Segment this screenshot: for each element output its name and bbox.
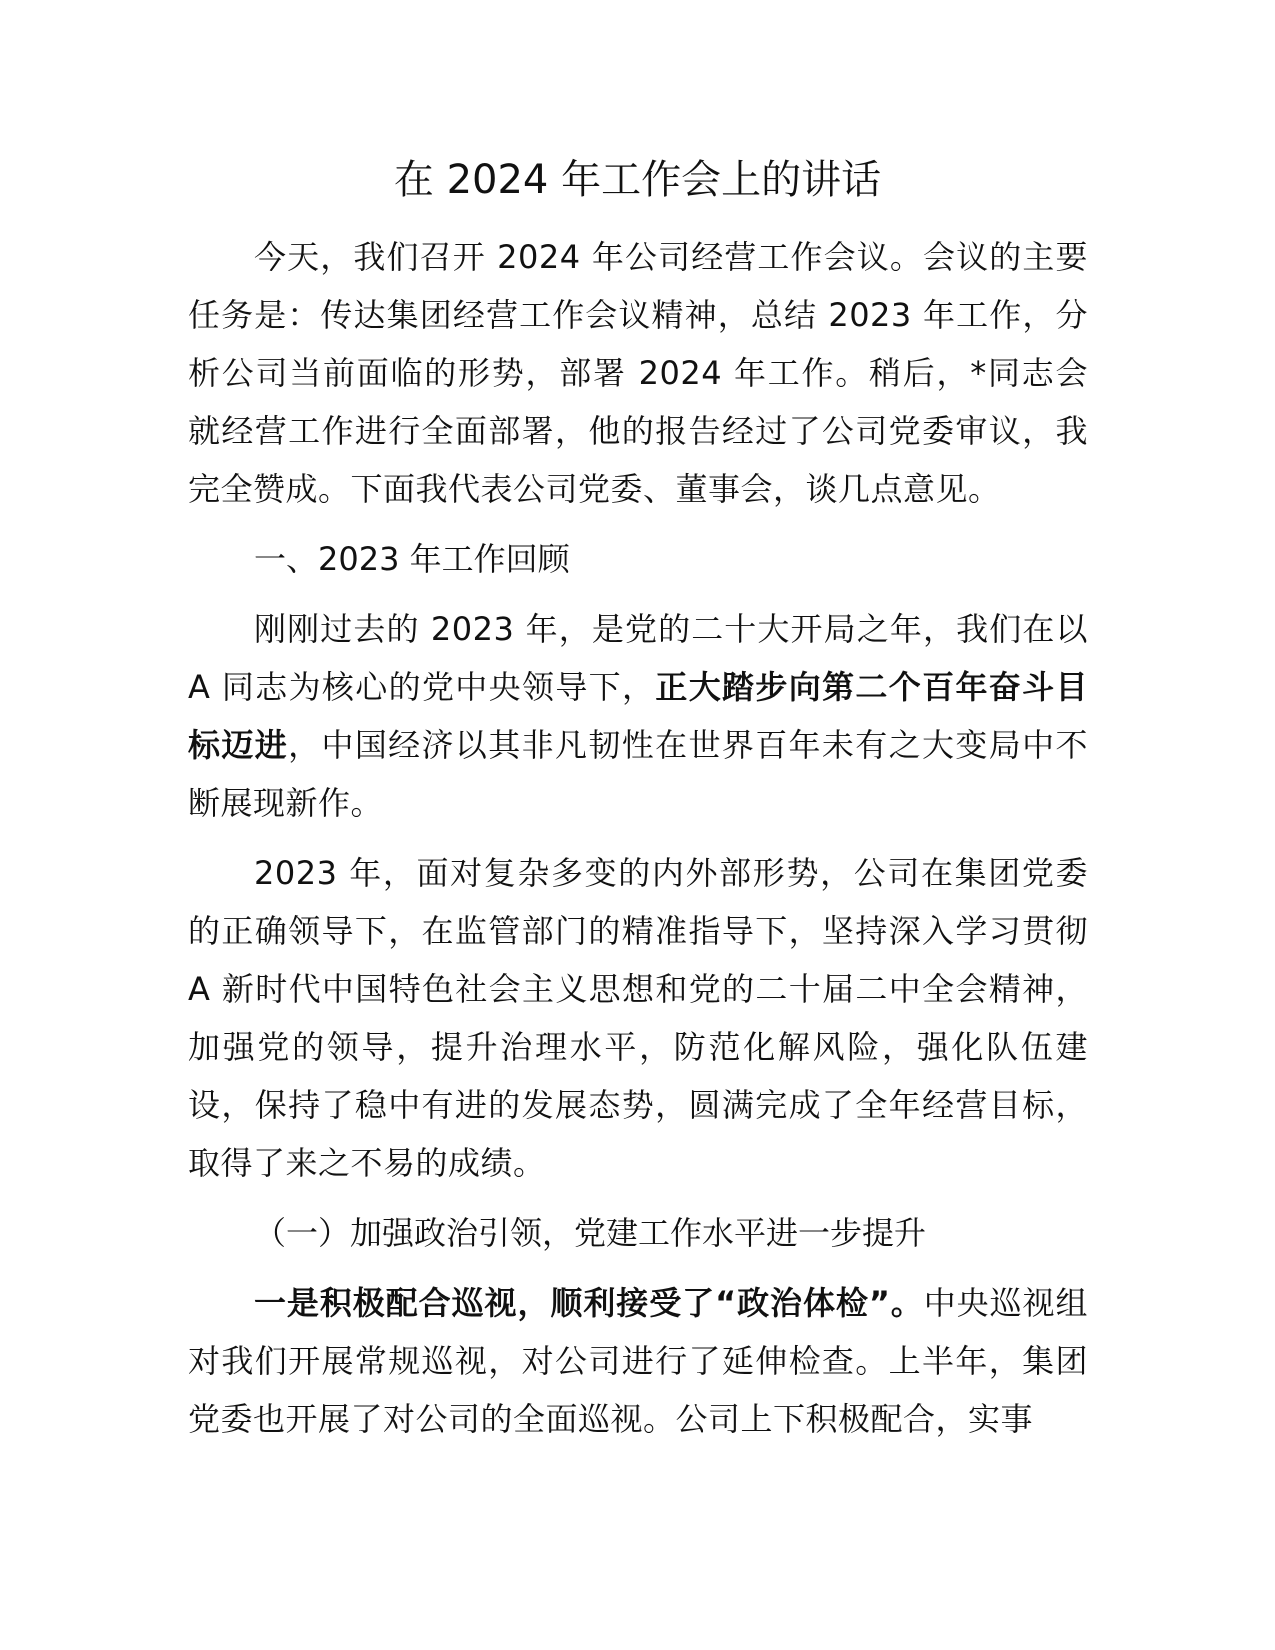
document-body — [188, 228, 1088, 1448]
paragraph-2023-context-part1: 刚刚过去的 2023 年，是党的二十大开局之年，我们在以 A 同志为核心的党中央领导下， — [188, 610, 1088, 706]
paragraph-inspection — [188, 1274, 1088, 1448]
paragraph-intro: 今天，我们召开 2024 年公司经营工作会议。会议的主要任务是：传达集团经营工作会议精神，总结 2023 年工作，分析公司当前面临的形势，部署 2024 年工作。稍后，*同志会就经营工作进行全面部署，他的报告经过了公司党委审议，我完全赞成。下面我代表公司党委、董事会，谈几点意见。 — [188, 238, 1088, 508]
paragraph-2023-context-emphasis: 正大踏步向第二个百年奋斗目标迈进 — [188, 668, 1088, 764]
paragraph-2023-context-part3: ，中国经济以其非凡韧性在世界百年未有之大变局中不断展现新作。 — [188, 726, 1088, 822]
paragraph-inspection-body: 中央巡视组对我们开展常规巡视，对公司进行了延伸检查。上半年，集团党委也开展了对公司的全面巡视。公司上下积极配合，实事 — [188, 1284, 1088, 1438]
section-heading-review: 一、2023 年工作回顾 — [254, 540, 570, 578]
paragraph-inspection-lead: 一是积极配合巡视，顺利接受了“政治体检”。 — [254, 1284, 924, 1322]
document-title: 在 2024 年工作会上的讲话 — [393, 157, 882, 203]
paragraph-2023-achievements: 2023 年，面对复杂多变的内外部形势，公司在集团党委的正确领导下，在监管部门的精准指导下，坚持深入学习贯彻 A 新时代中国特色社会主义思想和党的二十届二中全会精神，加强党的领导，提升治理水平，防范化解风险，强化队伍建设，保持了稳中有进的发展态势，圆满完成了全年经营目标，取得了来之不易的成绩。 — [188, 854, 1088, 1182]
subsection-heading-political-guidance: （一）加强政治引领，党建工作水平进一步提升 — [254, 1214, 927, 1252]
paragraph-2023-context — [188, 600, 1088, 832]
